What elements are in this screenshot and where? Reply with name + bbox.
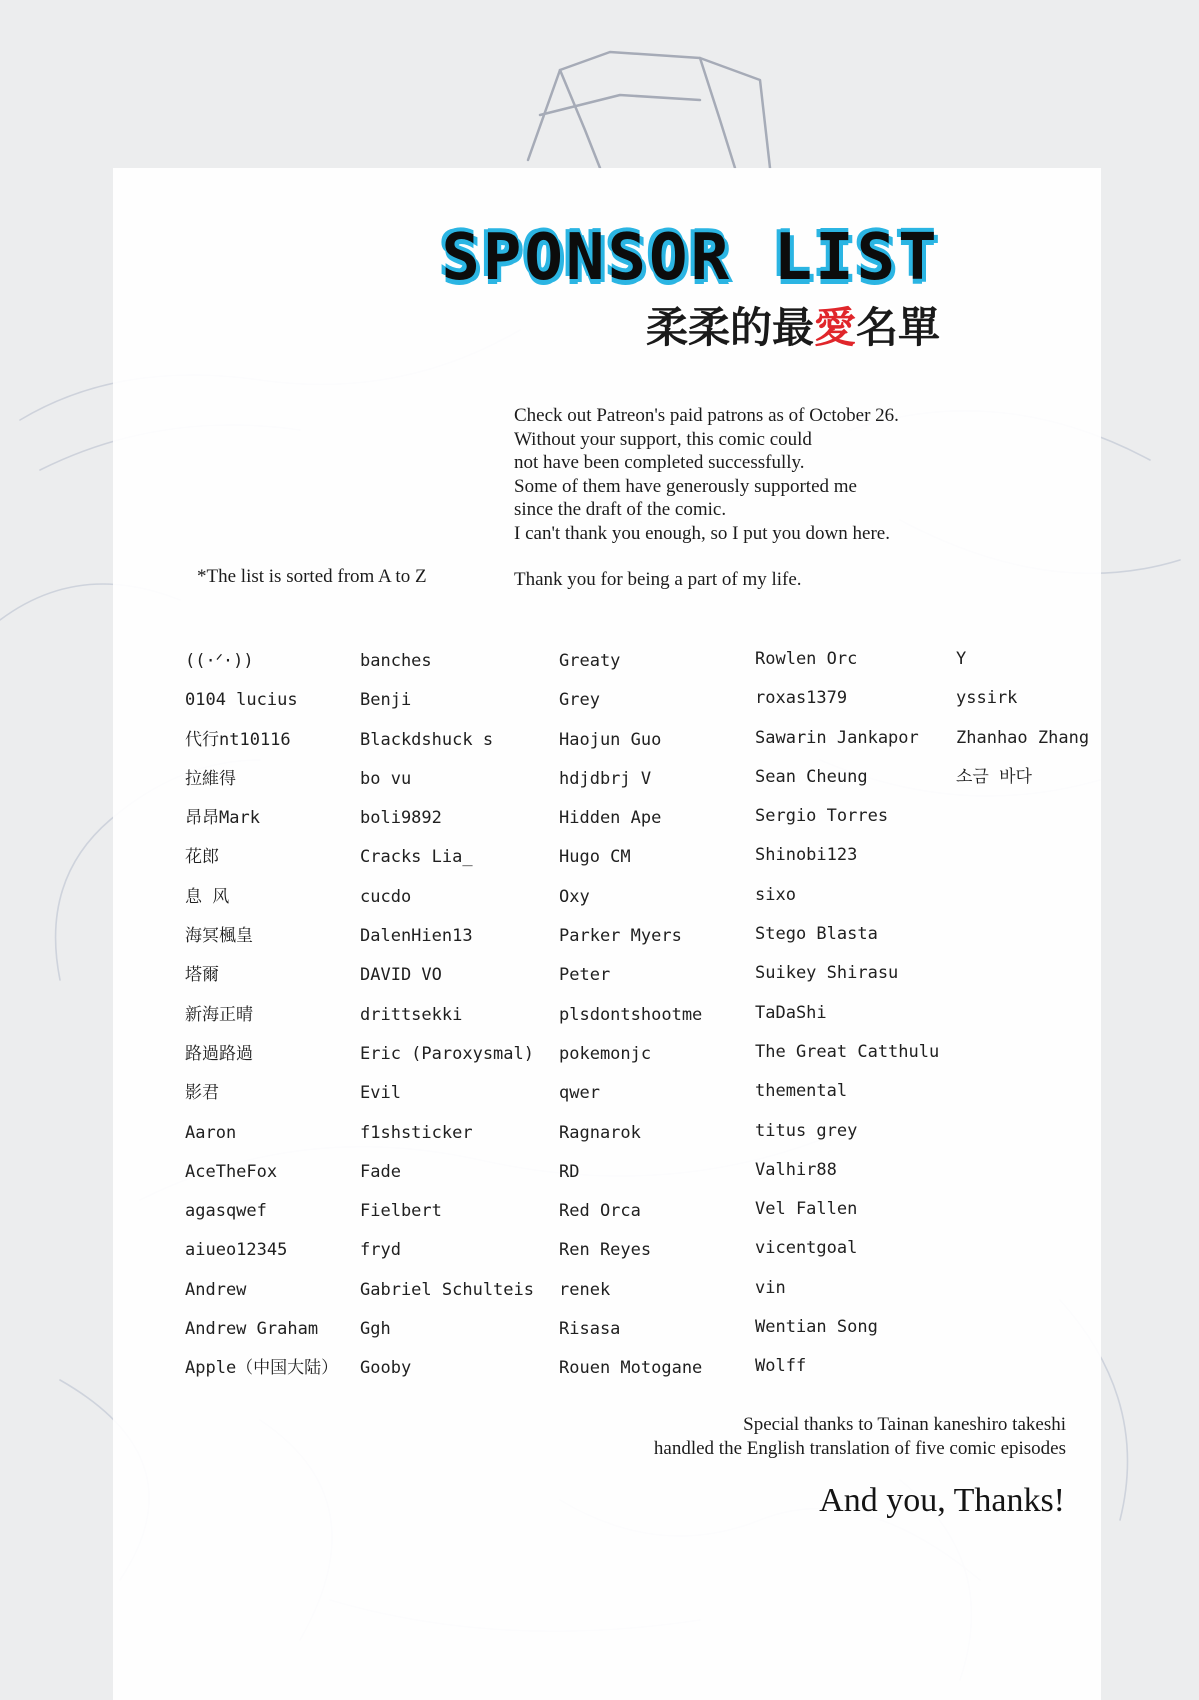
sponsor-name: 拉維得 [185,768,236,789]
sponsor-name: The Great Catthulu [755,1041,940,1062]
sponsor-name: bo vu [360,768,412,789]
sponsor-name: Benji [360,690,412,711]
sponsor-name: Evil [360,1083,401,1104]
sponsor-name: drittsekki [360,1004,463,1025]
sponsor-name: Stego Blasta [755,924,878,945]
sponsor-name: Sawarin Jankapor [755,727,919,748]
sponsor-name: plsdontshootme [559,1004,703,1025]
subtitle-highlight: 愛 [813,303,856,352]
sponsor-name: fryd [360,1240,401,1261]
sponsor-name: 海冥楓皇 [185,926,253,947]
sponsor-name: cucdo [360,886,412,907]
sponsor-name: 塔爾 [185,965,219,986]
sponsor-name: Andrew Graham [185,1319,319,1340]
special-thanks-line: Special thanks to Tainan kaneshiro takeshi [743,1414,1066,1435]
special-thanks [654,1413,1066,1461]
sponsor-name: yssirk [956,688,1018,709]
sponsor-name: qwer [559,1083,600,1104]
sponsor-name: Grey [559,690,600,711]
subtitle-part-1: 柔柔的最 [645,303,814,352]
sponsor-name: TaDaShi [755,1002,827,1023]
sponsor-name: Parker Myers [559,926,682,947]
sponsor-name: Ren Reyes [559,1240,652,1261]
sponsor-name: DalenHien13 [360,926,473,947]
sponsor-name: Gabriel Schulteis [360,1279,534,1300]
sponsor-name: vin [755,1277,786,1298]
sponsor-column-1 [185,648,338,1395]
sponsor-name: Sean Cheung [755,766,868,787]
sponsor-name: renek [559,1279,611,1300]
sponsor-name: Andrew [185,1279,247,1300]
sort-note: *The list is sorted from A to Z [197,566,427,587]
sponsor-name: AceTheFox [185,1161,278,1182]
sponsor-name: hdjdbrj V [559,768,652,789]
intro-line: Some of them have generously supported me [514,475,857,497]
sponsor-name: RD [559,1161,580,1182]
sponsor-name: 0104 lucius [185,690,298,711]
intro-line: Check out Patreon's paid patrons as of October 26. [514,405,899,426]
closing-message: And you, Thanks! [819,1482,1065,1519]
sponsor-name: Haojun Guo [559,729,662,750]
sponsor-name: titus grey [755,1120,858,1141]
sponsor-name: Valhir88 [755,1159,837,1180]
special-thanks-line: handled the English translation of five comic episodes [653,1438,1066,1459]
intro-text [514,404,954,591]
subtitle-part-2: 名單 [855,303,940,352]
sponsor-name: Eric (Paroxysmal) [360,1043,534,1064]
sponsor-name: Y [956,649,967,669]
sponsor-name: Rowlen Orc [755,649,858,669]
sponsor-name: 路過路過 [185,1043,253,1064]
sponsor-name: f1shsticker [360,1122,473,1143]
sponsor-name: themental [755,1081,848,1102]
sponsor-column-4 [755,646,939,1393]
sponsor-name: Greaty [559,651,621,671]
sponsor-name: Apple（中国大陆） [185,1358,339,1379]
sponsor-name: Cracks Lia_ [360,847,473,868]
sponsor-name: Risasa [559,1319,621,1340]
sponsor-name: 影君 [185,1083,219,1104]
sponsor-name: DAVID VO [360,965,442,986]
sponsor-name: Shinobi123 [755,845,858,866]
sponsor-name: sixo [755,884,796,905]
sponsor-name: 息 风 [185,886,230,907]
sponsor-name: Wentian Song [755,1317,878,1338]
sponsor-name: pokemonjc [559,1043,652,1064]
sponsor-name: Rouen Motogane [559,1358,703,1379]
sponsor-name: vicentgoal [755,1238,858,1259]
sponsor-name: Oxy [559,886,590,907]
page-title: SPONSOR LIST [441,221,940,295]
sponsor-name: ((·ᐟ·)) [185,651,254,671]
sponsor-name: Vel Fallen [755,1199,858,1220]
sponsor-name: 新海正晴 [185,1004,253,1025]
sponsor-name: Suikey Shirasu [755,963,899,984]
sponsor-name: agasqwef [185,1201,267,1222]
sponsor-name: Zhanhao Zhang [956,727,1090,748]
thank-you-line: Thank you for being a part of my life. [514,568,802,590]
intro-line: since the draft of the comic. [514,499,727,521]
sponsor-column-2 [360,648,534,1395]
sponsor-name: Fade [360,1161,401,1182]
sponsor-name: Wolff [755,1356,807,1377]
sponsor-name: 花郎 [185,847,219,868]
sponsor-column-3 [559,648,702,1395]
sponsor-name: Peter [559,965,611,986]
sponsor-name: Hidden Ape [559,808,662,829]
sponsor-name: banches [360,651,432,671]
sponsor-name: 소금 바다 [956,766,1032,787]
sponsor-column-5 [956,646,1089,803]
sponsor-name: Gooby [360,1358,412,1379]
sponsor-name: Red Orca [559,1201,641,1222]
sponsor-name: Aaron [185,1122,237,1143]
intro-line: I can't thank you enough, so I put you down here. [514,522,890,544]
sponsor-name: Hugo CM [559,847,631,868]
sponsor-name: 昂昂Mark [185,808,260,829]
sponsor-name: roxas1379 [755,688,848,709]
chinese-subtitle [610,300,940,356]
sponsor-name: 代行nt10116 [185,729,291,750]
intro-line: not have been completed successfully. [514,452,805,474]
sponsor-name: Sergio Torres [755,806,889,827]
intro-line: Without your support, this comic could [514,428,812,450]
sponsor-name: Ragnarok [559,1122,641,1143]
sponsor-name: Blackdshuck s [360,729,494,750]
sponsor-name: Fielbert [360,1201,442,1222]
sponsor-name: Ggh [360,1319,391,1340]
sponsor-name: aiueo12345 [185,1240,288,1261]
sponsor-name: boli9892 [360,808,442,829]
